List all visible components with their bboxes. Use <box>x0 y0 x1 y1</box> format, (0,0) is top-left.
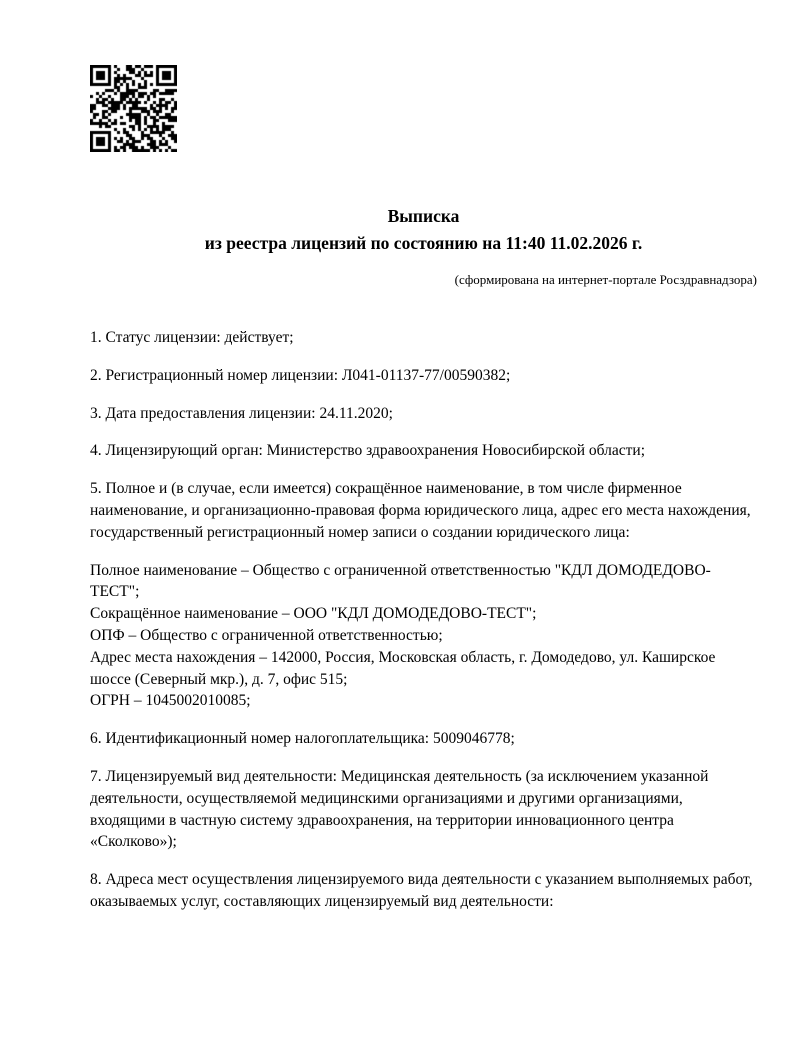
org-detail-address: Адрес места нахождения – 142000, Россия, Московская область, г. Домодедово, ул. Каширское шоссе (Северный мкр.), д. 7, офис 515; <box>90 648 716 688</box>
org-details <box>90 560 757 713</box>
org-detail-ogrn: ОГРН – 1045002010085; <box>90 692 251 710</box>
title-line-1: Выписка <box>387 206 460 226</box>
paragraph-org-naming-intro: 5. Полное и (в случае, если имеется) сокращённое наименование, в том числе фирменное наименование, и организационно-правовая форма юридического лица, адрес его места нахождения, государственный регистрационный номер записи о создании юридического лица: <box>90 480 751 541</box>
title-line-2: из реестра лицензий по состоянию на 11:40 11.02.2026 г. <box>204 233 643 253</box>
paragraph-registration-number: 2. Регистрационный номер лицензии: Л041-01137-77/00590382; <box>90 366 511 384</box>
paragraph-license-status: 1. Статус лицензии: действует; <box>90 329 294 346</box>
document-title <box>90 203 757 257</box>
paragraph-inn: 6. Идентификационный номер налогоплательщика: 5009046778; <box>90 730 515 748</box>
document-body <box>90 327 757 913</box>
paragraph-licensed-activity: 7. Лицензируемый вид деятельности: Медицинская деятельность (за исключением указанной деятельности, осуществляемой медицинскими организациями и другими организациями, входящими в частную систему здравоохранения, на территории инновационного центра «Сколково»); <box>90 767 709 851</box>
document-content <box>90 203 757 929</box>
paragraph-activity-addresses: 8. Адреса мест осуществления лицензируемого вида деятельности с указанием выполняемых работ, оказываемых услуг, составляющих лицензируемый вид деятельности: <box>90 871 753 910</box>
qr-code <box>90 65 177 152</box>
paragraph-licensing-authority: 4. Лицензирующий орган: Министерство здравоохранения Новосибирской области; <box>90 442 646 460</box>
org-detail-full-name: Полное наименование – Общество с ограниченной ответственностью "КДЛ ДОМОДЕДОВО-ТЕСТ"; <box>90 561 711 601</box>
paragraph-grant-date: 3. Дата предоставления лицензии: 24.11.2020; <box>90 404 393 422</box>
formed-note: (сформирована на интернет-портале Росздравнадзора) <box>454 272 757 287</box>
org-detail-short-name: Сокращённое наименование – ООО "КДЛ ДОМОДЕДОВО-ТЕСТ"; <box>90 605 537 623</box>
org-detail-opf: ОПФ – Общество с ограниченной ответственностью; <box>90 626 443 644</box>
